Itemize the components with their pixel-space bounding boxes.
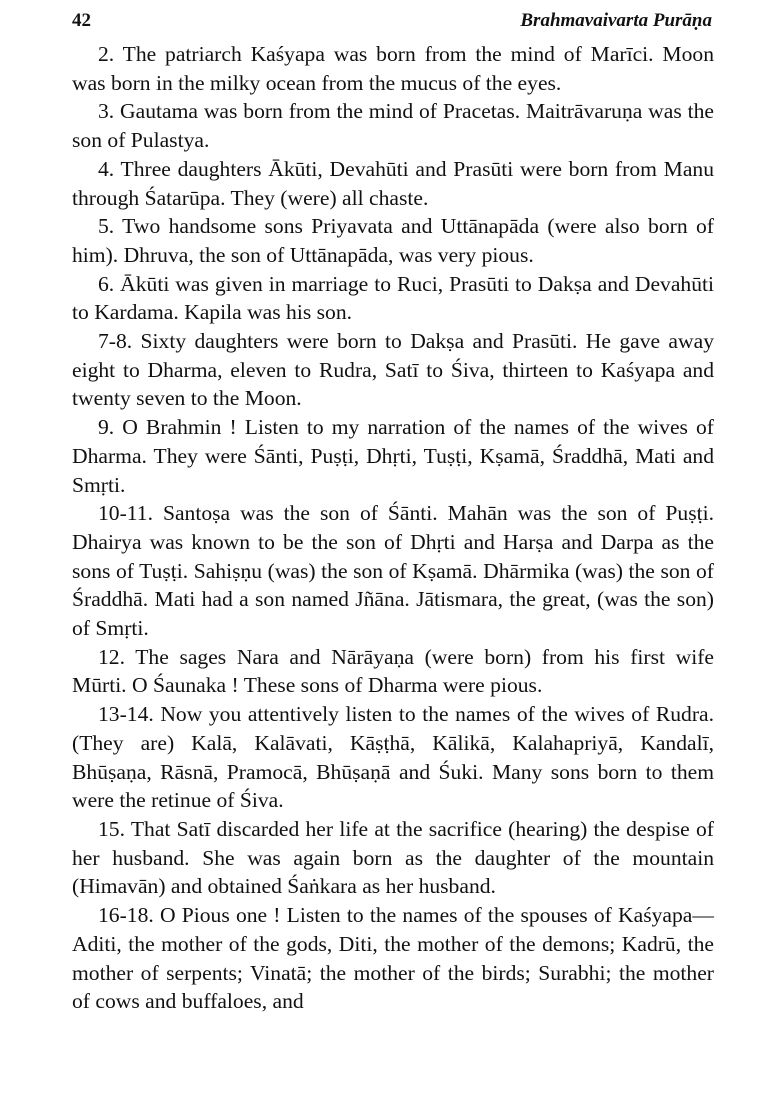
verse-paragraph: 16-18. O Pious one ! Listen to the names of the spouses of Kaśyapa— Aditi, the mother of the gods, Diti, the mother of the demons; Kadrū, the mother of serpents; Vinatā; the mother of the birds; Surabhi; the mother of cows and buffaloes, and <box>72 903 714 1014</box>
verse-paragraph: 12. The sages Nara and Nārāyaṇa (were born) from his first wife Mūrti. O Śaunaka ! These sons of Dharma were pious. <box>72 644 714 698</box>
verse-paragraph: 10-11. Santoṣa was the son of Śānti. Mahān was the son of Puṣṭi. Dhairya was known to be the son of Dhṛti and Harṣa and Darpa as the sons of Tuṣṭi. Sahiṣṇu (was) the son of Kṣamā. Dhārmika (was) the son of Śraddhā. Mati had a son named Jñāna. Jātismara, the great, (was the son) of Smṛti. <box>72 501 714 641</box>
verse-paragraph: 5. Two handsome sons Priyavata and Uttānapāda (were also born of him). Dhruva, the son of Uttānapāda, was very pious. <box>72 214 714 267</box>
verse-paragraph: 6. Ākūti was given in marriage to Ruci, Prasūti to Dakṣa and Devahūti to Kardama. Kapila was his son. <box>72 271 714 325</box>
verse-paragraph: 3. Gautama was born from the mind of Pracetas. Maitrāvaruṇa was the son of Pulastya. <box>72 99 714 153</box>
verse-paragraph: 9. O Brahmin ! Listen to my narration of the names of the wives of Dharma. They were Śānti, Puṣṭi, Dhṛti, Tuṣṭi, Kṣamā, Śraddhā, Mati and Smṛti. <box>72 415 714 497</box>
page-header <box>72 6 712 36</box>
verse-paragraph: 15. That Satī discarded her life at the sacrifice (hearing) the despise of her husband. She was again born as the daughter of the mountain (Himavān) and obtained Śaṅkara as her husband. <box>72 816 714 899</box>
verse-paragraph: 2. The patriarch Kaśyapa was born from the mind of Marīci. Moon was born in the milky ocean from the mucus of the eyes. <box>72 42 714 95</box>
verse-paragraph: 4. Three daughters Ākūti, Devahūti and Prasūti were born from Manu through Śatarūpa. They (were) all chaste. <box>72 156 714 210</box>
page-number: 42 <box>72 10 91 31</box>
verse-paragraph: 7-8. Sixty daughters were born to Dakṣa and Prasūti. He gave away eight to Dharma, eleven to Rudra, Satī to Śiva, thirteen to Kaśyapa and twenty seven to the Moon. <box>72 329 714 411</box>
running-title: Brahmavaivarta Purāṇa <box>520 10 712 31</box>
body-text <box>72 40 714 1016</box>
verse-paragraph: 13-14. Now you attentively listen to the names of the wives of Rudra. (They are) Kalā, Kalāvati, Kāṣṭhā, Kālikā, Kalahapriyā, Kandalī, Bhūṣaṇa, Rāsnā, Pramocā, Bhūṣaṇā and Śuki. Many sons born to them were the retinue of Śiva. <box>72 702 714 813</box>
